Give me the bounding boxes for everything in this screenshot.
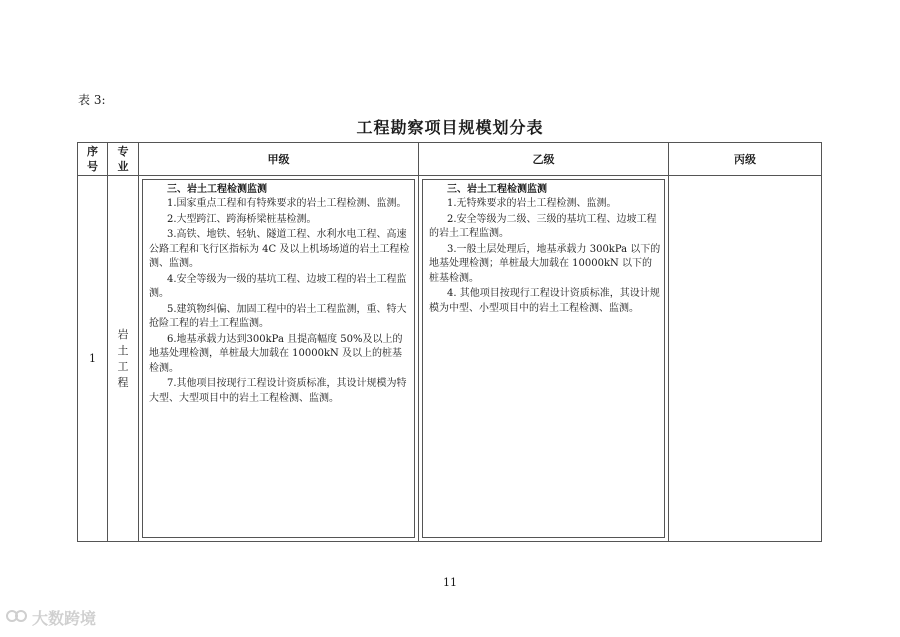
page-number: 11 xyxy=(443,576,457,589)
header-grade-b: 乙级 xyxy=(419,143,669,176)
grade-a-item: 1.国家重点工程和有特殊要求的岩土工程检测、监测。 xyxy=(167,198,407,209)
grade-a-item: 7.其他项目按现行工程设计资质标准，其设计规模为特大型、大型项目中的岩土工程检测、监测。 xyxy=(149,378,407,404)
header-row xyxy=(78,143,822,176)
row-seq: 1 xyxy=(78,176,108,542)
grade-a-item: 3.高铁、地铁、轻轨、隧道工程、水利水电工程、高速公路工程和飞行区指标为 4C 及以上机场场道的岩土工程检测、监测。 xyxy=(149,229,410,269)
grade-a-item: 5.建筑物纠偏、加固工程中的岩土工程监测，重、特大抢险工程的岩土工程监测。 xyxy=(149,303,407,329)
grade-b-item: 4. 其他项目按现行工程设计资质标准，其设计规模为中型、小型项目中的岩土工程检测、监测。 xyxy=(429,288,660,314)
grade-a-item: 4.安全等级为一级的基坑工程、边坡工程的岩土工程监测。 xyxy=(149,273,407,299)
watermark-text: 大数跨境 xyxy=(32,609,97,628)
scale-table xyxy=(77,142,822,542)
grade-a-item: 2.大型跨江、跨海桥梁桩基检测。 xyxy=(167,213,317,225)
header-major: 专 业 xyxy=(108,143,139,176)
grade-a-item: 6.地基承载力达到300kPa 且提高幅度 50%及以上的地基处理检测，单桩最大加载在 10000kN 及以上的桩基检测。 xyxy=(149,333,403,374)
grade-b-item: 1.无特殊要求的岩土工程检测、监测。 xyxy=(447,198,617,209)
grade-a-section: 三、岩土工程检测监测 xyxy=(167,184,267,195)
grade-b-item: 2.安全等级为二级、三级的基坑工程、边坡工程的岩土工程监测。 xyxy=(429,213,657,239)
header-grade-c: 丙级 xyxy=(669,143,822,176)
header-grade-a: 甲级 xyxy=(139,143,419,176)
watermark xyxy=(6,606,96,629)
grade-a-cell xyxy=(139,176,419,542)
grade-b-cell xyxy=(419,176,669,542)
grade-c-cell xyxy=(669,176,822,542)
watermark-logo-icon xyxy=(6,607,28,629)
grade-b-section: 三、岩土工程检测监测 xyxy=(447,184,547,195)
row-major: 岩 土 工 程 xyxy=(108,176,139,542)
header-seq: 序 号 xyxy=(78,143,108,176)
document-title: 工程勘察项目规模划分表 xyxy=(356,118,544,137)
table-label: 表 3: xyxy=(78,93,106,107)
table-row xyxy=(78,176,822,542)
grade-b-item: 3.一般土层处理后，地基承载力 300kPa 以下的地基处理检测；单桩最大加载在 10000kN 以下的桩基检测。 xyxy=(429,243,661,284)
